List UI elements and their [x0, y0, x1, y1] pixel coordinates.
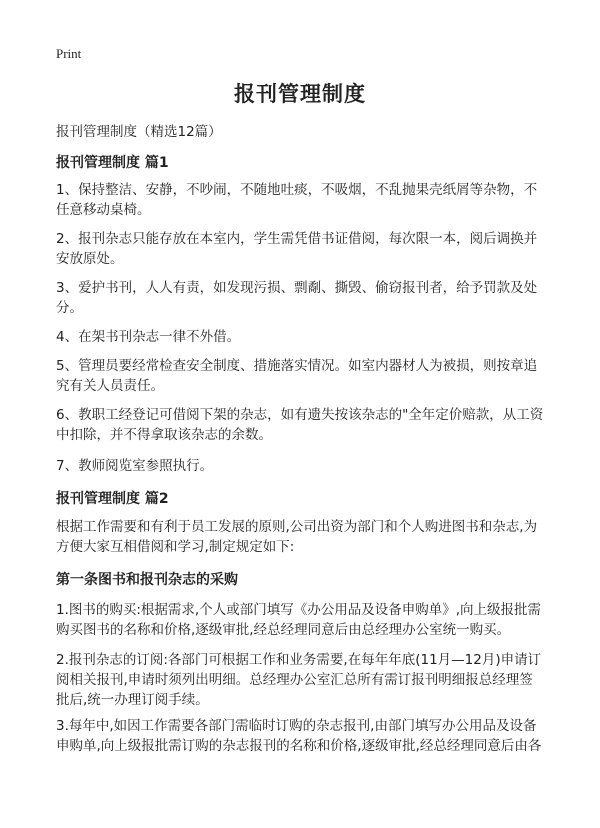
print-link[interactable]: Print — [56, 46, 82, 61]
paragraph: 4、在架书刊杂志一律不外借。 — [56, 329, 241, 345]
paragraph: 3、爱护书刊，人人有责，如发现污损、剽劀、撕毁、偷窃报刊者，给予罚款及处分。 — [56, 280, 538, 316]
paragraph: 1.图书的购买:根据需求,个人或部门填写《办公用品及设备申购单》,向上级报批需购买图书的名称和价格,逐级审批,经总经理同意后由总经理办公室统一购买。 — [56, 602, 542, 638]
paragraph: 1、保持整洁、安静，不吵闹，不随地吐痰，不吸烟，不乱抛果壳纸屑等杂物，不任意移动桌椅。 — [56, 182, 538, 218]
section-intro: 根据工作需要和有利于员工发展的原则,公司出资为部门和个人购进图书和杂志,为方便大家互相借阅和学习,制定规定如下: — [56, 519, 538, 555]
paragraph: 5、管理员要经常检查安全制度、措施落实情况。如室内器材人为被损，则按章追究有关人员责任。 — [56, 358, 538, 394]
paragraph: 3.每年中,如因工作需要各部门需临时订购的杂志报刊,由部门填写办公用品及设备申购单,向上级报批需订购的杂志报刊的名称和价格,逐级审批,经总经理同意后由各 — [56, 718, 542, 754]
paragraph: 2、报刊杂志只能存放在本室内，学生需凭借书证借阅，每次限一本，阅后调换并安放原处。 — [56, 231, 538, 267]
article-heading: 第一条图书和报刊杂志的采购 — [56, 572, 238, 588]
document-subtitle: 报刊管理制度（精选12篇） — [56, 124, 222, 140]
paragraph: 2.报刊杂志的订阅:各部门可根据工作和业务需要,在每年年底(11月—12月)申请订阅相关报刊,申请时须列出明细。总经理办公室汇总所有需订报刊明细报总经理签批后,统一办理订阅手续。 — [56, 652, 542, 708]
section-heading-2: 报刊管理制度 篇2 — [56, 491, 169, 507]
page-title: 报刊管理制度 — [234, 82, 366, 106]
paragraph: 6、教职工经登记可借阅下架的杂志，如有遗失按该杂志的"全年定价赔款，从工资中扣除，并不得拿取该杂志的余数。 — [56, 407, 544, 443]
section-heading-1: 报刊管理制度 篇1 — [56, 155, 169, 171]
paragraph: 7、教师阅览室参照执行。 — [56, 458, 214, 474]
